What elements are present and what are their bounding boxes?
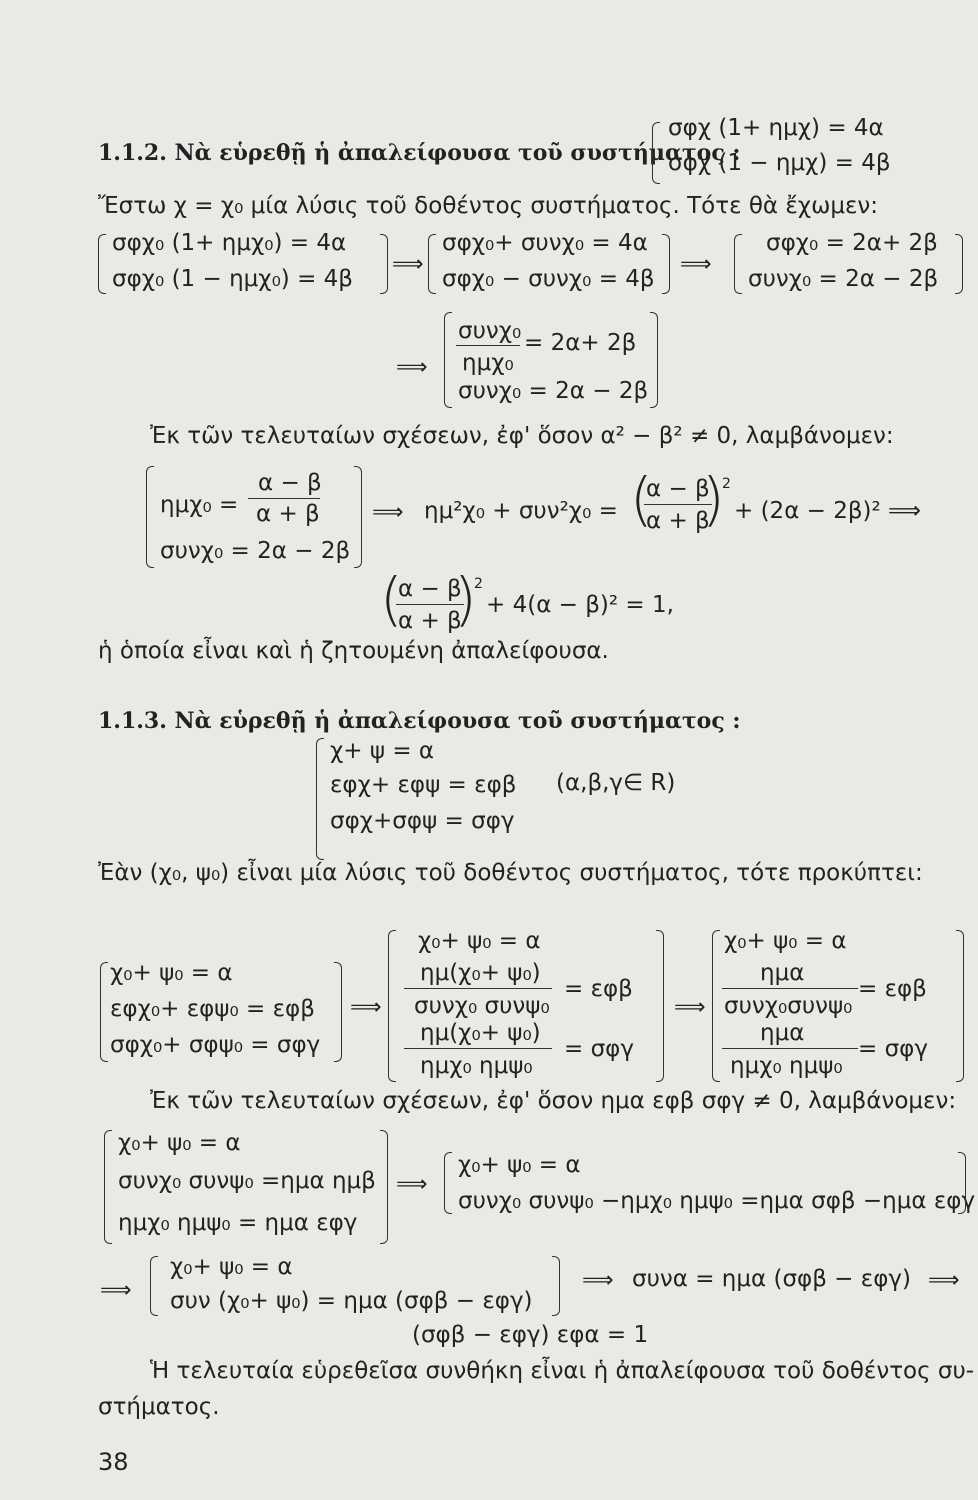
fraction-bar [404,988,552,989]
left-brace [652,122,660,184]
paragraph: ἡ ὁποία εἶναι καὶ ἡ ζητουμένη ἀπαλείφουσα. [98,638,609,664]
left-brace [428,234,436,294]
implies-arrow: ⟹ [372,500,404,525]
right-brace [552,1256,560,1316]
paragraph: Ἐκ τῶν τελευταίων σχέσεων, ἐφ' ὅσον α² − β² ≠ 0, λαμβάνομεν: [150,423,894,449]
equation: συνχ₀ = 2α − 2β [160,538,351,564]
fraction-bar [722,988,858,989]
left-brace [104,1130,112,1244]
fraction-numerator: ημα [760,960,805,986]
fraction-bar [456,345,520,346]
fraction-denominator: ημχ₀ ημψ₀ [730,1053,843,1079]
left-brace [734,234,742,294]
equation: ημ²χ₀ + συν²χ₀ = [424,498,618,524]
left-paren: ( [630,465,653,533]
exponent: 2 [474,576,483,592]
left-brace [100,962,108,1062]
fraction-denominator: α + β [398,608,462,634]
equation: σφχ (1 − ημχ) = 4β [668,150,891,176]
right-brace [662,234,670,294]
implies-arrow: ⟹ [582,1268,614,1293]
left-brace [388,930,396,1082]
left-brace [444,312,452,408]
equation: συν (χ₀+ ψ₀) = ημα (σφβ − εφγ) [170,1288,533,1314]
equation: συνχ₀ = 2α − 2β [748,266,939,292]
equation: σφχ₀ = 2α+ 2β [766,230,938,256]
right-paren: ) [702,465,725,533]
left-brace [316,738,324,860]
condition: (α,β,γ∈ R) [556,770,676,796]
paragraph: Ἡ τελευταία εὑρεθεῖσα συνθήκη εἶναι ἡ ἀπαλείφουσα τοῦ δοθέντος συ- [150,1358,975,1384]
equation: συνα = ημα (σφβ − εφγ) [632,1266,911,1292]
exponent: 2 [722,476,731,492]
equation: εφχ+ εφψ = εφβ [330,772,517,798]
equation: = εφβ [858,976,927,1002]
right-brace [956,930,964,1082]
equation: + 4(α − β)² = 1, [486,592,674,618]
right-brace [380,234,388,294]
right-brace [958,1152,966,1214]
implies-arrow: ⟹ [350,995,382,1020]
fraction-denominator: ημχ₀ ημψ₀ [420,1053,533,1079]
implies-arrow: ⟹ [392,252,424,277]
right-brace [650,312,658,408]
equation: σφχ₀+ σφψ₀ = σφγ [110,1032,321,1058]
implies-arrow: ⟹ [674,995,706,1020]
paragraph: Ἐὰν (χ₀, ψ₀) εἶναι μία λύσις τοῦ δοθέντος συστήματος, τότε προκύπτει: [98,860,923,886]
equation: = σφγ [858,1036,928,1062]
fraction-denominator: α + β [646,508,710,534]
paragraph: Ἐκ τῶν τελευταίων σχέσεων, ἐφ' ὅσον ημα εφβ σφγ ≠ 0, λαμβάνομεν: [150,1088,957,1114]
implies-arrow: ⟹ [680,252,712,277]
equation: χ₀+ ψ₀ = α [724,928,847,954]
equation: σφχ₀ (1 − ημχ₀) = 4β [112,266,353,292]
equation: σφχ₀ − συνχ₀ = 4β [442,266,655,292]
equation: χ+ ψ = α [330,738,435,764]
fraction-numerator: ημα [760,1020,805,1046]
equation: = σφγ [564,1036,634,1062]
fraction-denominator: συνχ₀ συνψ₀ [414,993,550,1019]
page-number: 38 [98,1448,129,1476]
fraction-numerator: ημ(χ₀+ ψ₀) [420,1020,541,1046]
implies-arrow: ⟹ [396,355,428,380]
equation: σφχ+σφψ = σφγ [330,808,515,834]
equation: ημχ₀ ημψ₀ = ημα εφγ [118,1210,358,1236]
fraction-bar [722,1048,858,1049]
right-brace [380,1130,388,1244]
fraction-bar [248,498,320,499]
paragraph: στήματος. [98,1394,220,1420]
implies-arrow: ⟹ [396,1172,428,1197]
fraction-denominator: συνχ₀συνψ₀ [724,993,853,1019]
section-heading-1-1-2: 1.1.2. Νὰ εὑρεθῇ ἡ ἀπαλείφουσα τοῦ συστήματος : [98,140,741,166]
final-equation: (σφβ − εφγ) εφα = 1 [412,1322,649,1348]
fraction-denominator: α + β [256,501,320,527]
fraction-numerator: α − β [398,576,462,602]
implies-arrow: ⟹ [100,1278,132,1303]
left-brace [146,466,154,568]
section-heading-1-1-3: 1.1.3. Νὰ εὑρεθῇ ἡ ἀπαλείφουσα τοῦ συστήματος : [98,708,741,734]
fraction-numerator: α − β [646,476,710,502]
right-paren: ) [454,565,477,633]
equation: χ₀+ ψ₀ = α [118,1130,241,1156]
equation: χ₀+ ψ₀ = α [418,928,541,954]
equation: εφχ₀+ εφψ₀ = εφβ [110,996,315,1022]
right-brace [334,962,342,1062]
equation: σφχ (1+ ημχ) = 4α [668,115,884,141]
implies-arrow: ⟹ [928,1268,960,1293]
equation: σφχ₀ (1+ ημχ₀) = 4α [112,230,347,256]
right-brace [955,234,963,294]
equation: σφχ₀+ συνχ₀ = 4α [442,230,648,256]
equation: ημχ₀ = [160,492,239,518]
equation: συνχ₀ συνψ₀ =ημα ημβ [118,1168,376,1194]
left-brace [444,1152,452,1214]
equation: χ₀+ ψ₀ = α [458,1152,581,1178]
equation: = εφβ [564,976,633,1002]
equation: συνχ₀ = 2α − 2β [458,378,649,404]
equation: χ₀+ ψ₀ = α [110,960,233,986]
paragraph: Ἔστω χ = χ₀ μία λύσις τοῦ δοθέντος συστήματος. Τότε θὰ ἔχωμεν: [98,193,879,219]
right-brace [354,466,362,568]
fraction-numerator: α − β [258,470,322,496]
left-paren: ( [380,565,403,633]
equation: χ₀+ ψ₀ = α [170,1254,293,1280]
fraction-bar [404,1048,552,1049]
right-brace [656,930,664,1082]
fraction-numerator: ημ(χ₀+ ψ₀) [420,960,541,986]
left-brace [712,930,720,1082]
fraction-denominator: ημχ₀ [462,350,514,376]
equation: = 2α+ 2β [524,330,637,356]
left-brace [98,234,106,294]
fraction-numerator: συνχ₀ [458,318,522,344]
equation: συνχ₀ συνψ₀ −ημχ₀ ημψ₀ =ημα σφβ −ημα εφγ [458,1188,976,1214]
left-brace [150,1256,158,1316]
equation: + (2α − 2β)² ⟹ [734,498,922,524]
